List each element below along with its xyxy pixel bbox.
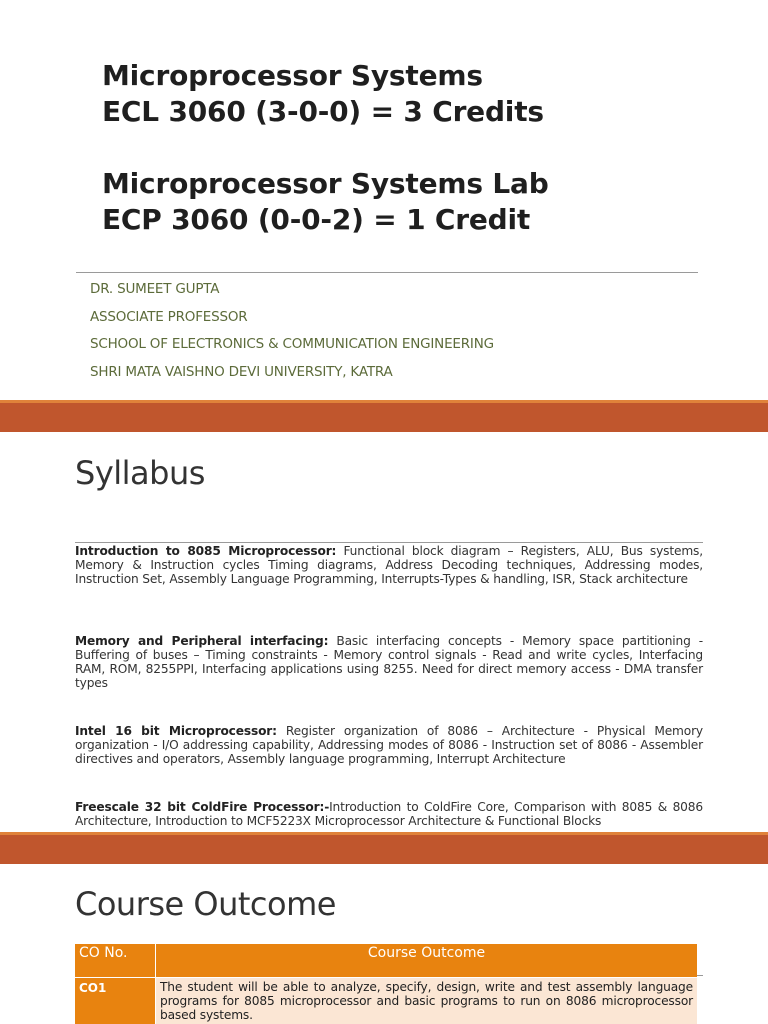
course-outcome-table [74,943,698,1024]
course-title-line-3: Microprocessor Systems Lab [102,167,549,200]
topic-body: Introduction to ColdFire Core, Comparison with 8085 & 8086 Architecture, Introduction to MCF5223X Microprocessor Architecture & Functional Blocks [75,800,703,828]
course-outcome-slide [0,865,768,1024]
title-divider-line [76,272,698,273]
syllabus-topic [75,544,703,586]
topic-body: Basic interfacing concepts - Memory space partitioning - Buffering of buses – Timing constraints - Memory control signals - Read and write cycles, Interfacing RAM, ROM, 8255PPI, Interfacing applications using 8255. Need for direct memory access - DMA transfer types [75,634,703,690]
table-header-row [75,944,698,978]
column-header-course-outcome: Course Outcome [156,944,698,978]
co-description-cell: The student will be able to analyze, specify, design, write and test assembly language programs for 8085 microprocessor and basic programs to run on 8086 microprocessor based systems. [156,978,698,1024]
syllabus-topic [75,800,703,828]
topic-heading: Intel 16 bit Microprocessor: [75,724,277,738]
author-designation: ASSOCIATE PROFESSOR [90,308,248,325]
syllabus-title: Syllabus [75,454,205,492]
topic-heading: Introduction to 8085 Microprocessor: [75,544,337,558]
course-title [102,58,549,238]
course-title-line-1: Microprocessor Systems [102,59,483,92]
syllabus-topic [75,634,703,690]
course-title-line-2: ECL 3060 (3-0-0) = 3 Credits [102,95,544,128]
table-row [75,978,698,1024]
co-code-cell: CO1 [75,978,156,1024]
table-edge-line [697,975,703,976]
syllabus-divider-line [75,542,703,543]
topic-body: Register organization of 8086 – Architecture - Physical Memory organization - I/O addressing capability, Addressing modes of 8086 - Instruction set of 8086 - Assembler directives and operators, Assembly language programming, Interrupt Architecture [75,724,703,766]
topic-heading: Freescale 32 bit ColdFire Processor:- [75,800,330,814]
author-name: DR. SUMEET GUPTA [90,281,220,297]
course-outcome-title: Course Outcome [75,885,336,923]
topic-body: Functional block diagram – Registers, ALU, Bus systems, Memory & Instruction cycles Timing diagrams, Address Decoding techniques, Addressing modes, Instruction Set, Assembly Language Programming, Interrupts-Types & handling, ISR, Stack architecture [75,544,703,586]
author-info [90,276,494,386]
syllabus-slide [0,432,768,832]
slide-separator [0,400,768,432]
syllabus-topic [75,724,703,766]
slide-separator [0,832,768,864]
author-school: SCHOOL OF ELECTRONICS & COMMUNICATION ENGINEERING [90,336,494,352]
course-title-line-4: ECP 3060 (0-0-2) = 1 Credit [102,203,531,236]
title-slide [0,0,768,400]
column-header-co-no: CO No. [75,944,156,978]
author-university: SHRI MATA VAISHNO DEVI UNIVERSITY, KATRA [90,363,393,380]
topic-heading: Memory and Peripheral interfacing: [75,634,329,648]
